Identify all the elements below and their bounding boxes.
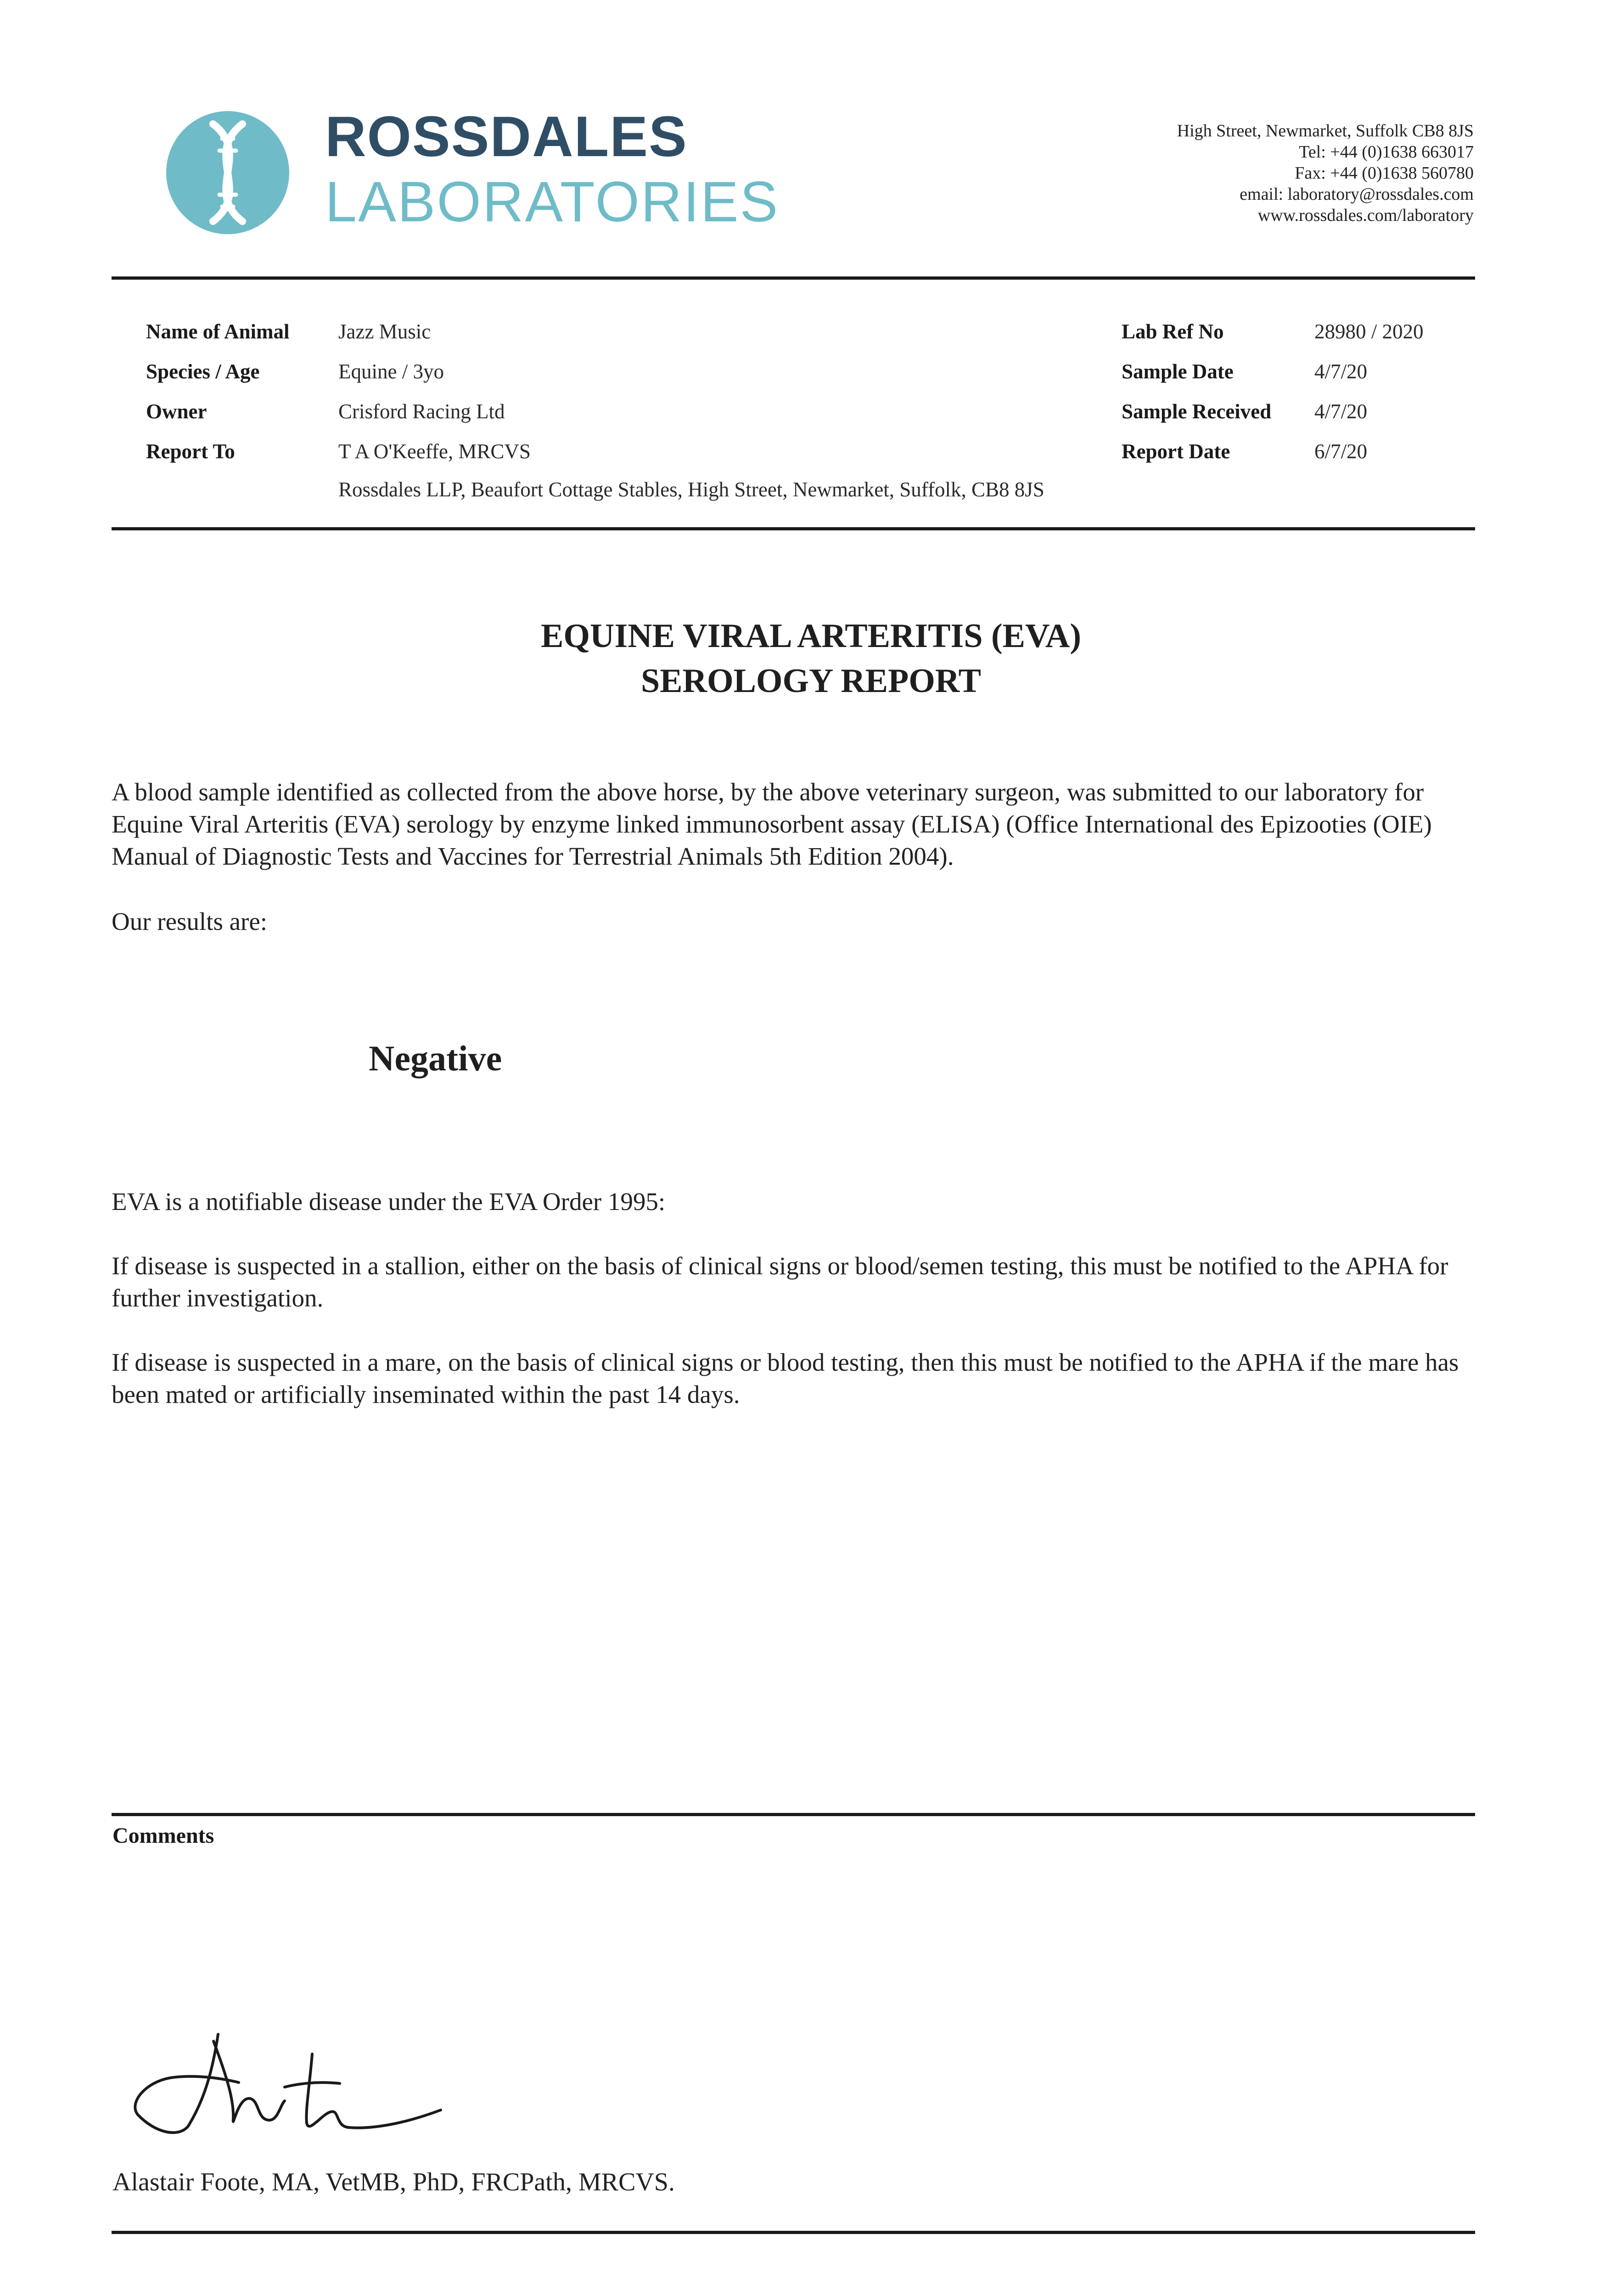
brand-name-line1: ROSSDALES <box>325 105 688 169</box>
sample-received-label: Sample Received <box>1122 400 1272 423</box>
signer-name: Alastair Foote, MA, VetMB, PhD, FRCPath, MRCVS. <box>112 2168 675 2196</box>
owner-value: Crisford Racing Ltd <box>338 400 505 423</box>
result-value: Negative <box>369 1038 502 1078</box>
sample-date-value: 4/7/20 <box>1314 360 1368 383</box>
intro-paragraph: A blood sample identified as collected from the above horse, by the above veterinary surgeon, was submitted to our laboratory for Equine Viral Arteritis (EVA) serology by enzyme linked immunosorbent assay (ELISA) (Office International des Epizooties (OIE) Manual of Diagnostic Tests and Vaccines for Terrestrial Animals 5th Edition 2004). <box>112 778 1432 870</box>
contact-fax: Fax: +44 (0)1638 560780 <box>1295 163 1474 183</box>
info-divider <box>112 527 1475 530</box>
notifiable-statement: EVA is a notifiable disease under the EVA Order 1995: <box>112 1187 666 1216</box>
contact-email: email: laboratory@rossdales.com <box>1240 185 1474 204</box>
species-label: Species / Age <box>146 360 260 383</box>
contact-block <box>1177 120 1474 226</box>
report-to-label: Report To <box>146 440 235 463</box>
handwritten-signature <box>119 2014 468 2147</box>
report-to-address: Rossdales LLP, Beaufort Cottage Stables, High Street, Newmarket, Suffolk, CB8 8JS <box>338 478 1044 501</box>
animal-label: Name of Animal <box>146 320 290 343</box>
mare-note: If disease is suspected in a mare, on the basis of clinical signs or blood testing, then this must be notified to the APHA if the mare has been mated or artificially inseminated within the past 14 days. <box>112 1348 1459 1408</box>
comments-label: Comments <box>112 1823 214 1848</box>
footer-divider <box>112 2231 1475 2234</box>
sample-date-label: Sample Date <box>1122 360 1234 383</box>
report-date-value: 6/7/20 <box>1314 440 1368 463</box>
owner-label: Owner <box>146 400 207 423</box>
stallion-note: If disease is suspected in a stallion, either on the basis of clinical signs or blood/semen testing, this must be notified to the APHA for further investigation. <box>112 1252 1448 1312</box>
contact-address: High Street, Newmarket, Suffolk CB8 8JS <box>1177 121 1474 141</box>
report-to-value: T A O'Keeffe, MRCVS <box>338 440 531 463</box>
dna-helix-icon <box>165 110 290 235</box>
brand-name-line2: LABORATORIES <box>325 170 780 234</box>
contact-web: www.rossdales.com/laboratory <box>1257 206 1474 225</box>
animal-value: Jazz Music <box>338 320 431 343</box>
comments-divider <box>112 1813 1475 1816</box>
results-intro: Our results are: <box>112 907 268 935</box>
lab-ref-label: Lab Ref No <box>1122 320 1224 343</box>
species-value: Equine / 3yo <box>338 360 444 383</box>
report-title-line1: EQUINE VIRAL ARTERITIS (EVA) <box>541 617 1081 655</box>
lab-ref-value: 28980 / 2020 <box>1314 320 1424 343</box>
header-divider <box>112 276 1475 280</box>
report-date-label: Report Date <box>1122 440 1230 463</box>
report-title-line2: SEROLOGY REPORT <box>641 662 981 700</box>
sample-received-value: 4/7/20 <box>1314 400 1368 423</box>
contact-tel: Tel: +44 (0)1638 663017 <box>1299 142 1474 162</box>
